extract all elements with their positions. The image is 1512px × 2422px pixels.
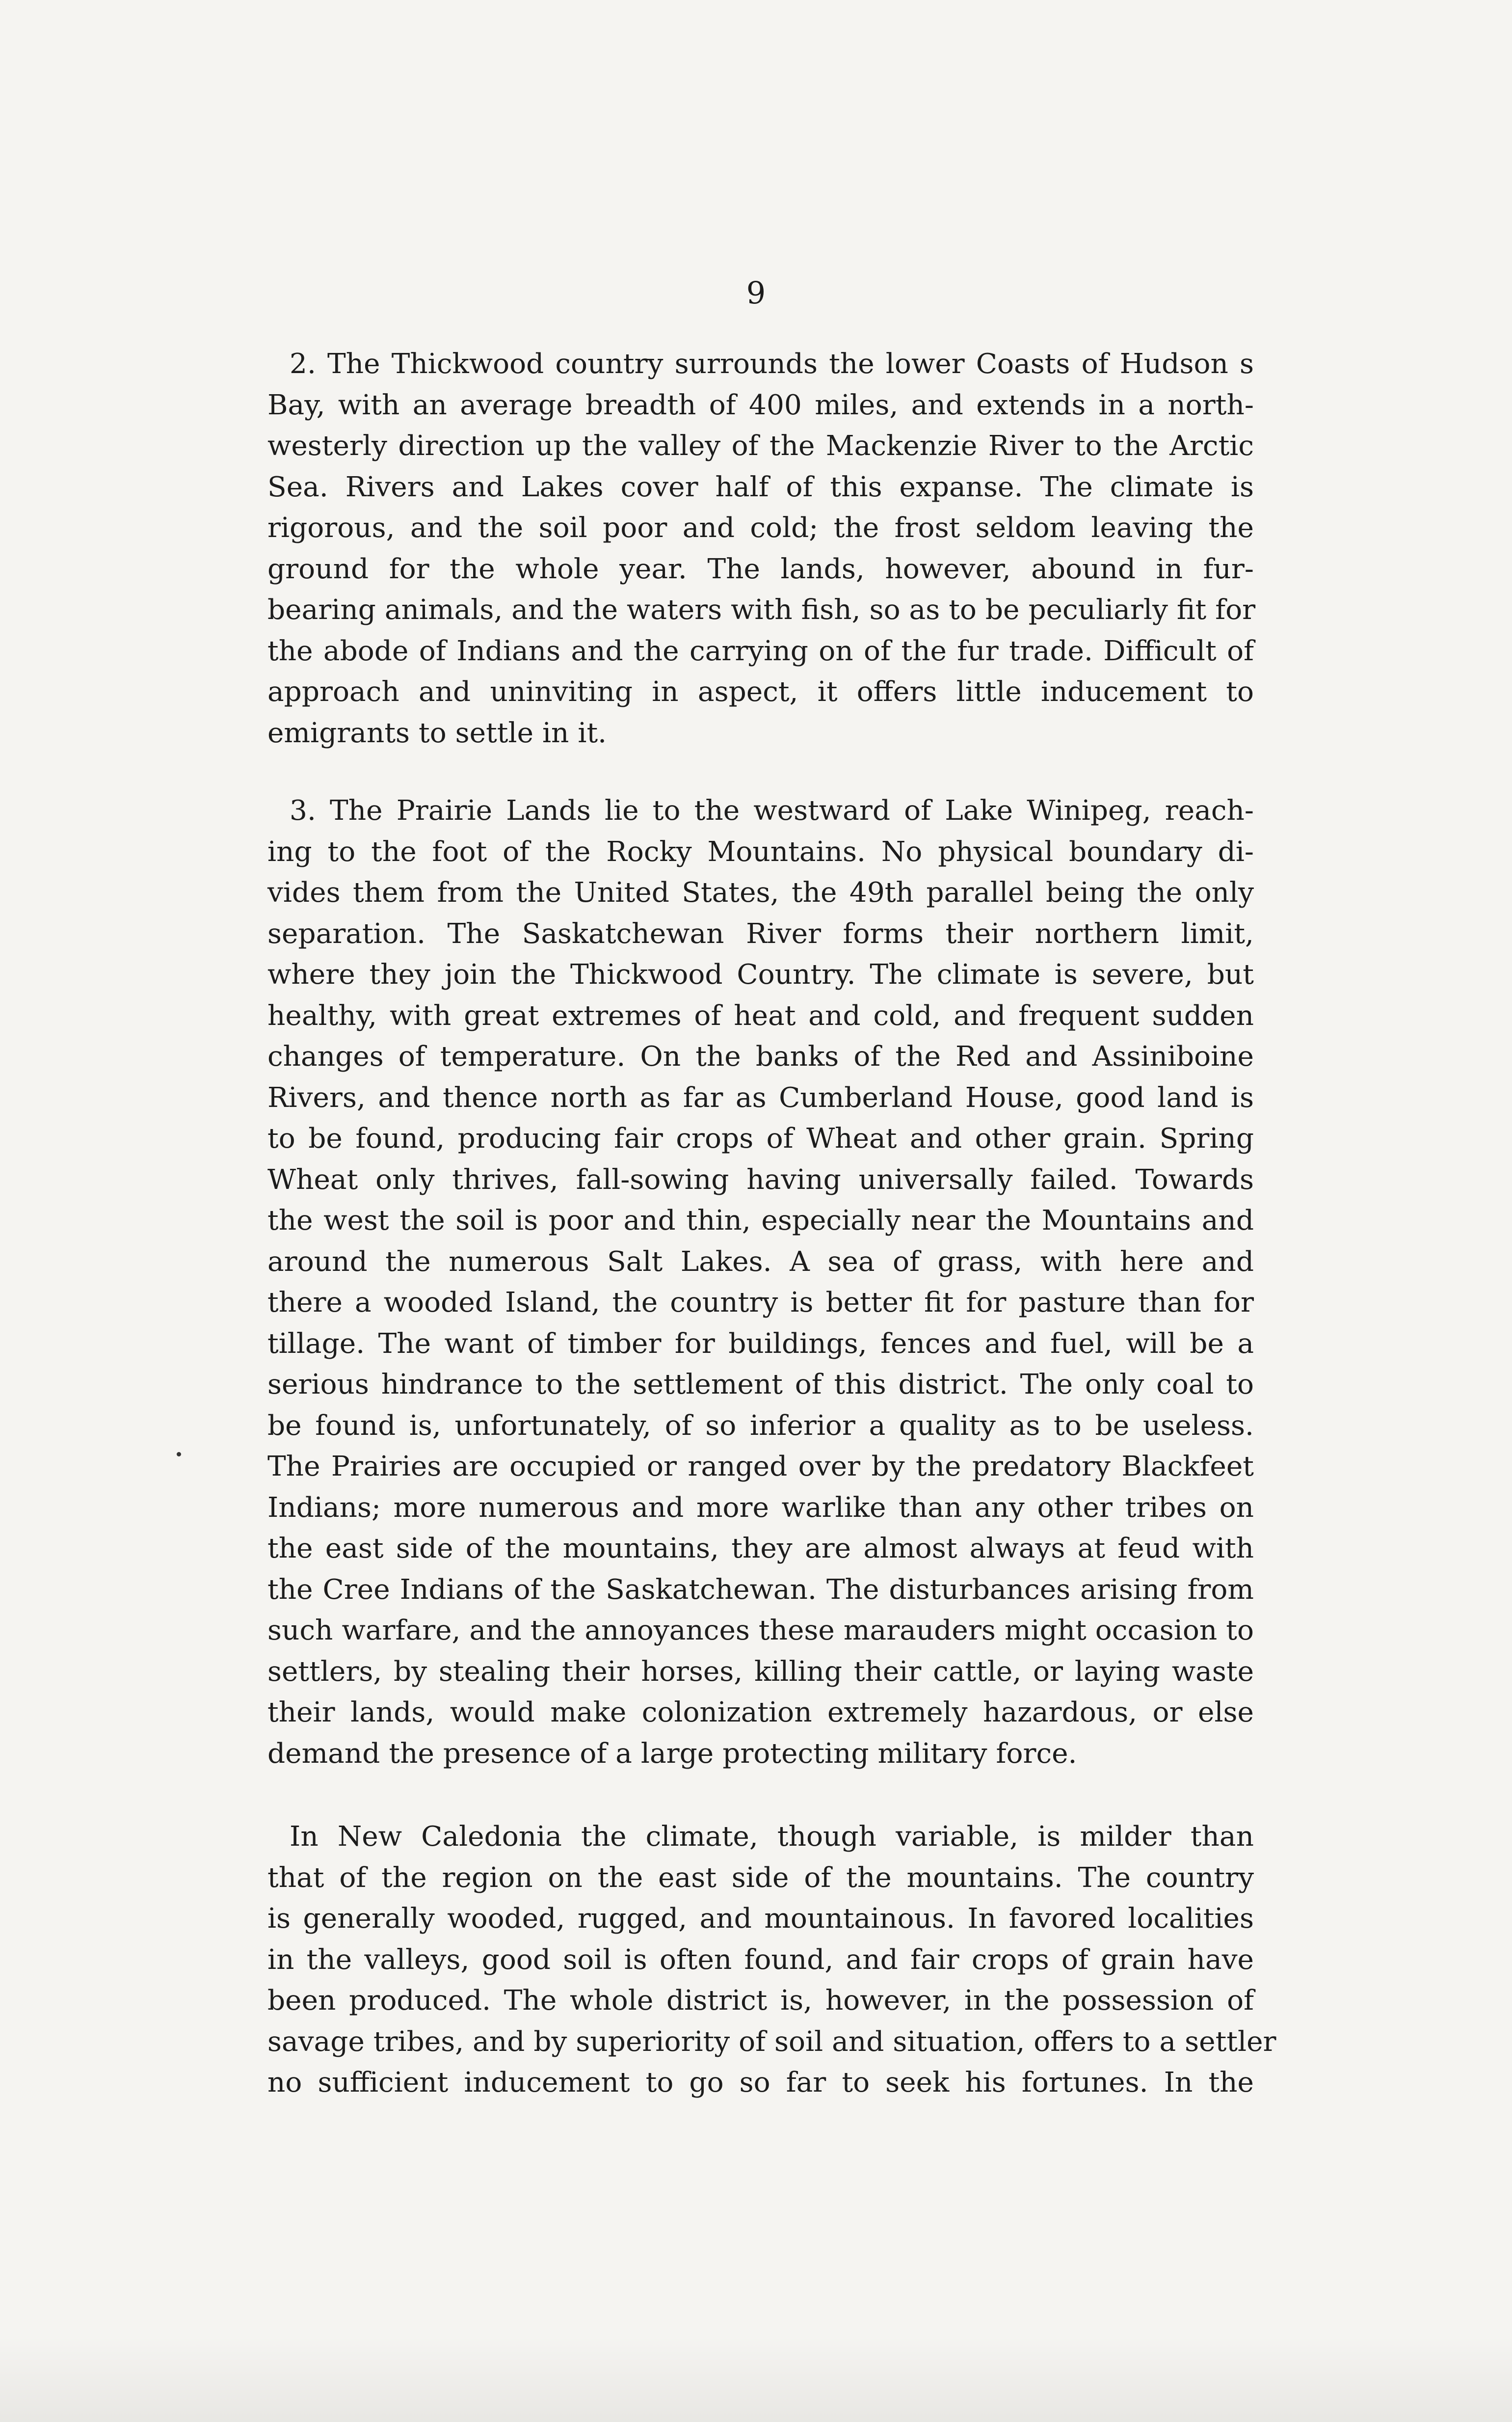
text-line: the east side of the mountains, they are almost always at feud with	[267, 1533, 1254, 1564]
text-line: demand the presence of a large protecting military force.	[267, 1737, 1077, 1770]
text-line: their lands, would make colonization extremely hazardous, or else	[267, 1696, 1254, 1728]
text-line: 2. The Thickwood country surrounds the lower Coasts of Hudson s	[290, 348, 1254, 380]
text-line: be found is, unfortunately, of so inferior a quality as to be useless.	[267, 1409, 1254, 1442]
text-line: Indians; more numerous and more warlike than any other tribes on	[267, 1491, 1254, 1524]
text-line: bearing animals, and the waters with fish, so as to be peculiarly fit for	[267, 594, 1256, 626]
text-line: 3. The Prairie Lands lie to the westward of Lake Winipeg, reach-	[290, 795, 1254, 827]
text-line: separation. The Saskatchewan River forms their northern limit,	[267, 917, 1254, 950]
text-line: Sea. Rivers and Lakes cover half of this expanse. The climate is	[267, 471, 1254, 503]
text-line: no sufficient inducement to go so far to seek his fortunes. In the	[267, 2067, 1254, 2099]
text-line: healthy, with great extremes of heat and cold, and frequent sudden	[267, 999, 1254, 1032]
text-line: changes of temperature. On the banks of the Red and Assiniboine	[267, 1041, 1254, 1073]
paragraph-prairie-lands	[267, 790, 1254, 1774]
text-line: ground for the whole year. The lands, however, abound in fur-	[267, 553, 1254, 585]
paragraph-thickwood-country	[267, 344, 1254, 754]
scan-edge-shading	[0, 2337, 1512, 2422]
text-line: The Prairies are occupied or ranged over by the predatory Blackfeet	[267, 1451, 1254, 1482]
text-line: Rivers, and thence north as far as Cumberland House, good land is	[267, 1081, 1254, 1114]
text-line: settlers, by stealing their horses, killing their cattle, or laying waste	[267, 1655, 1254, 1688]
text-line: savage tribes, and by superiority of soil and situation, offers to a settler	[267, 2025, 1276, 2058]
text-line: in the valleys, good soil is often found, and fair crops of grain have	[267, 1943, 1254, 1976]
text-line: serious hindrance to the settlement of this district. The only coal to	[267, 1369, 1254, 1400]
text-line: is generally wooded, rugged, and mountainous. In favored localities	[267, 1903, 1254, 1935]
text-line: the west the soil is poor and thin, especially near the Mountains and	[267, 1205, 1254, 1237]
text-line: tillage. The want of timber for buildings, fences and fuel, will be a	[267, 1327, 1254, 1360]
text-line: Wheat only thrives, fall-sowing having universally failed. Towards	[267, 1163, 1254, 1196]
page-number: 9	[746, 275, 766, 311]
text-line: to be found, producing fair crops of Wheat and other grain. Spring	[267, 1123, 1254, 1155]
text-line: rigorous, and the soil poor and cold; the frost seldom leaving the	[267, 512, 1254, 544]
text-line: where they join the Thickwood Country. The climate is severe, but	[267, 959, 1254, 991]
text-line: emigrants to settle in it.	[267, 717, 607, 749]
scan-speck	[177, 1452, 181, 1456]
text-line: the abode of Indians and the carrying on of the fur trade. Difficult of	[267, 635, 1254, 667]
text-line: the Cree Indians of the Saskatchewan. The disturbances arising from	[267, 1573, 1254, 1606]
text-line: been produced. The whole district is, however, in the possession of	[267, 1985, 1254, 2017]
text-line: around the numerous Salt Lakes. A sea of grass, with here and	[267, 1245, 1254, 1278]
text-line: westerly direction up the valley of the Mackenzie River to the Arctic	[267, 430, 1254, 462]
text-line: ing to the foot of the Rocky Mountains. No physical boundary di-	[267, 835, 1254, 868]
text-line: Bay, with an average breadth of 400 miles, and extends in a north-	[267, 389, 1254, 421]
text-line: such warfare, and the annoyances these marauders might occasion to	[267, 1615, 1254, 1646]
text-line: there a wooded Island, the country is better fit for pasture than for	[267, 1287, 1254, 1319]
text-line: vides them from the United States, the 49th parallel being the only	[267, 877, 1254, 909]
paragraph-new-caledonia	[267, 1816, 1276, 2103]
text-line: that of the region on the east side of the mountains. The country	[267, 1861, 1254, 1894]
text-line: approach and uninviting in aspect, it offers little inducement to	[267, 676, 1254, 708]
text-line: In New Caledonia the climate, though variable, is milder than	[290, 1821, 1254, 1853]
